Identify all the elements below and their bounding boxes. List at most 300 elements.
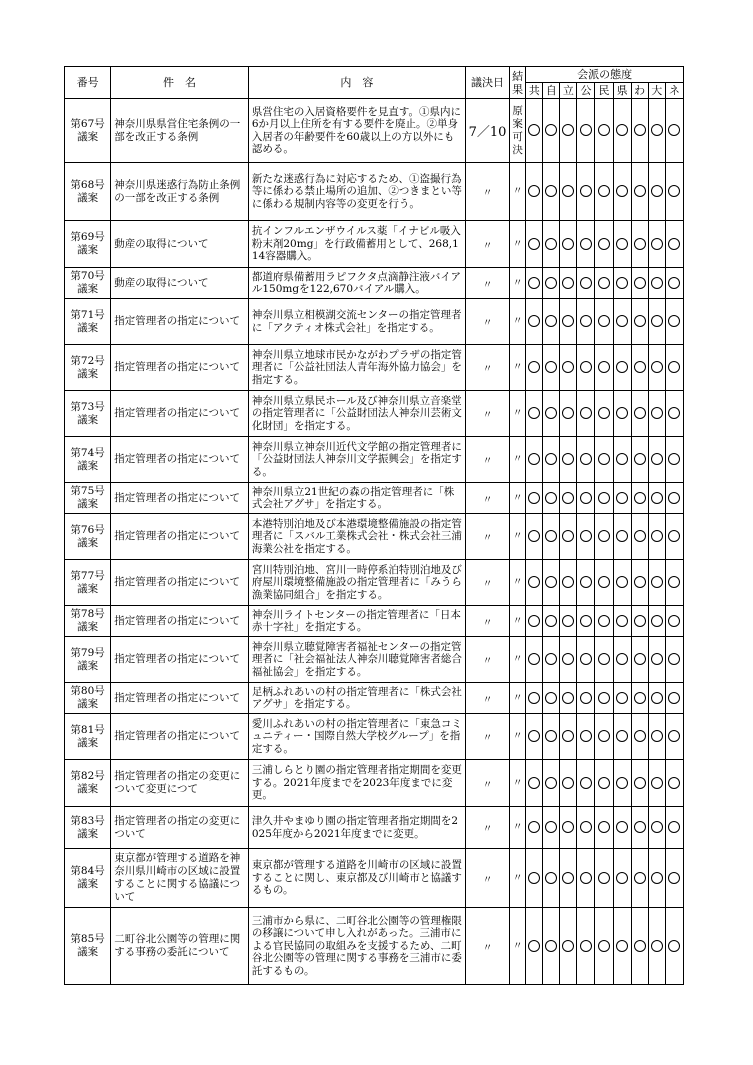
bill-type-label: 議案	[77, 367, 99, 380]
approve-circle-icon	[651, 730, 663, 742]
party-attitude-cell	[613, 760, 631, 807]
party-header-cell: ネ	[665, 83, 683, 99]
approve-circle-icon	[545, 277, 557, 289]
approve-circle-icon	[562, 777, 574, 789]
approve-circle-icon	[528, 692, 540, 704]
approve-circle-icon	[580, 124, 592, 136]
approve-circle-icon	[562, 453, 574, 465]
party-attitude-cell	[613, 345, 631, 391]
party-attitude-cell	[526, 437, 543, 483]
bill-content: 神奈川県立聴覚障害者福祉センターの指定管理者に「社会福祉法人神奈川聴覚障害者総合福祉協会」を指定する。	[248, 637, 465, 683]
party-header-cell: 大	[648, 83, 665, 99]
party-attitude-cell	[631, 221, 648, 268]
bill-type-label: 議案	[77, 459, 99, 472]
party-attitude-cell	[648, 514, 665, 560]
approve-circle-icon	[562, 407, 574, 419]
party-attitude-cell	[665, 345, 683, 391]
bill-type-label: 議案	[77, 130, 99, 143]
bill-title: 指定管理者の指定について	[111, 637, 249, 683]
approve-circle-icon	[616, 653, 628, 665]
approve-circle-icon	[616, 185, 628, 197]
party-attitude-cell	[613, 637, 631, 683]
party-attitude-cell	[543, 760, 560, 807]
party-attitude-cell	[631, 849, 648, 908]
approve-circle-icon	[616, 238, 628, 250]
party-attitude-cell	[560, 683, 577, 714]
approve-circle-icon	[528, 185, 540, 197]
bill-number-label: 第67号	[70, 117, 105, 130]
approve-circle-icon	[580, 653, 592, 665]
party-attitude-cell	[595, 437, 613, 483]
party-attitude-cell	[526, 908, 543, 985]
table-row	[65, 637, 684, 683]
bill-title: 指定管理者の指定の変更について変更につて	[111, 760, 249, 807]
vote-result: 〃	[510, 221, 526, 268]
party-attitude-cell	[631, 514, 648, 560]
vote-date: 〃	[465, 299, 509, 345]
approve-circle-icon	[562, 124, 574, 136]
party-attitude-cell	[648, 345, 665, 391]
party-attitude-cell	[526, 221, 543, 268]
party-header-cell: 県	[613, 83, 631, 99]
bill-title: 動産の取得について	[111, 221, 249, 268]
bill-number	[65, 514, 111, 560]
party-attitude-cell	[526, 391, 543, 437]
approve-circle-icon	[598, 277, 610, 289]
approve-circle-icon	[528, 277, 540, 289]
party-attitude-cell	[543, 637, 560, 683]
approve-circle-icon	[545, 530, 557, 542]
approve-circle-icon	[528, 615, 540, 627]
approve-circle-icon	[668, 238, 680, 250]
table-row	[65, 807, 684, 849]
vote-date: 〃	[465, 221, 509, 268]
approve-circle-icon	[651, 530, 663, 542]
table-row	[65, 908, 684, 985]
vote-date: 〃	[465, 606, 509, 637]
party-attitude-cell	[526, 849, 543, 908]
party-attitude-cell	[631, 299, 648, 345]
bill-number	[65, 99, 111, 163]
bill-number	[65, 714, 111, 760]
party-attitude-cell	[595, 221, 613, 268]
party-attitude-cell	[560, 437, 577, 483]
party-attitude-cell	[595, 606, 613, 637]
party-attitude-cell	[595, 760, 613, 807]
approve-circle-icon	[562, 653, 574, 665]
vote-result: 〃	[510, 606, 526, 637]
approve-circle-icon	[598, 361, 610, 373]
bill-content: 本港特別泊地及び本港環境整備施設の指定管理者に「スバル工業株式会社・株式会社三浦海業公社を指定する。	[248, 514, 465, 560]
bill-content: 都道府県備蓄用ラピフクタ点滴静注液バイアル150mgを122,670バイアル購入。	[248, 268, 465, 299]
party-attitude-cell	[577, 637, 595, 683]
approve-circle-icon	[634, 821, 646, 833]
vote-result-char: 原	[512, 104, 523, 117]
vote-result-char: 決	[512, 143, 523, 156]
approve-circle-icon	[545, 238, 557, 250]
bill-title: 指定管理者の指定の変更について	[111, 807, 249, 849]
bill-content: 足柄ふれあいの村の指定管理者に「株式会社アグサ」を指定する。	[248, 683, 465, 714]
party-header-cell: 民	[595, 83, 613, 99]
header-title: 件 名	[111, 67, 249, 99]
party-attitude-cell	[526, 99, 543, 163]
bill-number-label: 第70号	[70, 270, 105, 282]
bill-number	[65, 637, 111, 683]
party-attitude-cell	[526, 683, 543, 714]
party-attitude-cell	[560, 514, 577, 560]
party-attitude-cell	[631, 163, 648, 221]
vote-date: 〃	[465, 391, 509, 437]
party-attitude-cell	[577, 345, 595, 391]
party-attitude-cell	[526, 345, 543, 391]
party-attitude-cell	[560, 560, 577, 606]
approve-circle-icon	[616, 692, 628, 704]
approve-circle-icon	[651, 277, 663, 289]
approve-circle-icon	[634, 124, 646, 136]
party-attitude-cell	[631, 606, 648, 637]
party-header-cell: 立	[560, 83, 577, 99]
approve-circle-icon	[598, 185, 610, 197]
party-attitude-cell	[631, 714, 648, 760]
approve-circle-icon	[528, 940, 540, 952]
bill-title: 指定管理者の指定について	[111, 714, 249, 760]
table-row	[65, 345, 684, 391]
bill-number	[65, 345, 111, 391]
bill-type-label: 議案	[77, 498, 99, 510]
bill-type-label: 議案	[77, 244, 99, 256]
approve-circle-icon	[528, 315, 540, 327]
bill-number	[65, 683, 111, 714]
table-row	[65, 606, 684, 637]
vote-date: 〃	[465, 560, 509, 606]
vote-result: 〃	[510, 483, 526, 514]
table-row	[65, 483, 684, 514]
party-attitude-cell	[648, 807, 665, 849]
party-attitude-cell	[526, 514, 543, 560]
approve-circle-icon	[598, 940, 610, 952]
party-attitude-cell	[560, 483, 577, 514]
party-attitude-cell	[613, 268, 631, 299]
party-attitude-cell	[560, 714, 577, 760]
party-attitude-cell	[543, 560, 560, 606]
approve-circle-icon	[634, 730, 646, 742]
approve-circle-icon	[651, 315, 663, 327]
party-header-cell: 公	[577, 83, 595, 99]
vote-result: 〃	[510, 760, 526, 807]
bill-content: 抗インフルエンザウイルス薬「イナビル吸入粉末剤20mg」を行政備蓄用として、268,114容器購入。	[248, 221, 465, 268]
vote-result-char: 可	[512, 130, 523, 143]
vote-date: 〃	[465, 908, 509, 985]
party-attitude-cell	[613, 221, 631, 268]
table-row	[65, 514, 684, 560]
approve-circle-icon	[616, 576, 628, 588]
party-attitude-cell	[631, 437, 648, 483]
bill-number-label: 第80号	[70, 685, 105, 697]
party-attitude-cell	[526, 560, 543, 606]
party-attitude-cell	[595, 483, 613, 514]
vote-date: 〃	[465, 760, 509, 807]
approve-circle-icon	[562, 277, 574, 289]
party-attitude-cell	[613, 606, 631, 637]
party-attitude-cell	[665, 514, 683, 560]
party-attitude-cell	[665, 221, 683, 268]
bill-title: 指定管理者の指定について	[111, 683, 249, 714]
table-row	[65, 268, 684, 299]
approve-circle-icon	[545, 653, 557, 665]
bill-content: 宮川特別泊地、宮川一時停系泊特別泊地及び府屋川環境整備施設の指定管理者に「みうら漁業協同組合」を指定する。	[248, 560, 465, 606]
party-attitude-cell	[577, 483, 595, 514]
approve-circle-icon	[651, 361, 663, 373]
vote-result: 〃	[510, 345, 526, 391]
approve-circle-icon	[634, 238, 646, 250]
approve-circle-icon	[562, 492, 574, 504]
table-row	[65, 849, 684, 908]
approve-circle-icon	[580, 940, 592, 952]
bill-number	[65, 391, 111, 437]
party-attitude-cell	[613, 683, 631, 714]
vote-result-char: 案	[512, 117, 523, 130]
party-attitude-cell	[613, 849, 631, 908]
approve-circle-icon	[598, 777, 610, 789]
bill-type-label: 議案	[77, 321, 99, 334]
approve-circle-icon	[580, 692, 592, 704]
bill-content: 津久井やまゆり園の指定管理者指定期間を2025年度から2021年度までに変更。	[248, 807, 465, 849]
party-attitude-cell	[665, 849, 683, 908]
approve-circle-icon	[580, 530, 592, 542]
vote-result: 〃	[510, 163, 526, 221]
approve-circle-icon	[668, 407, 680, 419]
party-attitude-cell	[560, 268, 577, 299]
party-attitude-cell	[665, 391, 683, 437]
party-attitude-cell	[631, 760, 648, 807]
party-attitude-cell	[648, 221, 665, 268]
approve-circle-icon	[616, 492, 628, 504]
party-attitude-cell	[631, 683, 648, 714]
party-attitude-cell	[577, 437, 595, 483]
party-header-cell: 共	[526, 83, 543, 99]
vote-result: 〃	[510, 714, 526, 760]
header-content: 内 容	[248, 67, 465, 99]
party-attitude-cell	[648, 849, 665, 908]
bill-number-label: 第76号	[70, 523, 105, 536]
approve-circle-icon	[634, 361, 646, 373]
party-attitude-cell	[613, 483, 631, 514]
approve-circle-icon	[598, 315, 610, 327]
party-attitude-cell	[543, 437, 560, 483]
approve-circle-icon	[634, 185, 646, 197]
party-attitude-cell	[577, 560, 595, 606]
party-attitude-cell	[613, 437, 631, 483]
approve-circle-icon	[562, 361, 574, 373]
vote-date: 〃	[465, 163, 509, 221]
approve-circle-icon	[668, 277, 680, 289]
bill-number-label: 第68号	[70, 178, 105, 191]
bill-title: 動産の取得について	[111, 268, 249, 299]
approve-circle-icon	[545, 492, 557, 504]
bill-type-label: 議案	[77, 659, 99, 672]
bill-number-label: 第83号	[70, 814, 105, 827]
party-attitude-cell	[543, 714, 560, 760]
bill-type-label: 議案	[77, 946, 99, 958]
bill-title: 二町谷北公園等の管理に関する事務の委託について	[111, 908, 249, 985]
approve-circle-icon	[528, 453, 540, 465]
party-attitude-cell	[613, 163, 631, 221]
approve-circle-icon	[528, 821, 540, 833]
party-attitude-cell	[665, 908, 683, 985]
party-attitude-cell	[526, 760, 543, 807]
approve-circle-icon	[668, 777, 680, 789]
party-attitude-cell	[648, 908, 665, 985]
approve-circle-icon	[562, 940, 574, 952]
bill-content: 神奈川県立神奈川近代文学館の指定管理者に「公益財団法人神奈川文学振興会」を指定する。	[248, 437, 465, 483]
vote-date: 〃	[465, 268, 509, 299]
bill-number	[65, 299, 111, 345]
approve-circle-icon	[616, 453, 628, 465]
party-attitude-cell	[631, 560, 648, 606]
bill-number	[65, 560, 111, 606]
approve-circle-icon	[545, 692, 557, 704]
party-attitude-cell	[560, 807, 577, 849]
approve-circle-icon	[528, 407, 540, 419]
approve-circle-icon	[528, 576, 540, 588]
approve-circle-icon	[528, 361, 540, 373]
approve-circle-icon	[616, 615, 628, 627]
vote-date: 〃	[465, 483, 509, 514]
approve-circle-icon	[562, 315, 574, 327]
bill-number	[65, 268, 111, 299]
party-attitude-cell	[648, 391, 665, 437]
party-attitude-cell	[631, 637, 648, 683]
party-attitude-cell	[613, 560, 631, 606]
party-attitude-cell	[577, 299, 595, 345]
party-attitude-cell	[560, 163, 577, 221]
approve-circle-icon	[580, 576, 592, 588]
party-attitude-cell	[526, 714, 543, 760]
vote-result: 〃	[510, 268, 526, 299]
approve-circle-icon	[580, 315, 592, 327]
approve-circle-icon	[634, 777, 646, 789]
party-attitude-cell	[631, 908, 648, 985]
table-row	[65, 99, 684, 163]
party-attitude-cell	[631, 391, 648, 437]
party-attitude-cell	[595, 807, 613, 849]
approve-circle-icon	[562, 821, 574, 833]
party-attitude-cell	[526, 483, 543, 514]
party-attitude-cell	[648, 268, 665, 299]
party-header-cell: わ	[631, 83, 648, 99]
bill-number-label: 第77号	[70, 569, 105, 582]
party-attitude-cell	[665, 99, 683, 163]
header-result-char: 果	[512, 82, 524, 96]
bill-number-label: 第71号	[70, 308, 105, 321]
approve-circle-icon	[580, 185, 592, 197]
party-attitude-cell	[665, 483, 683, 514]
party-attitude-cell	[526, 807, 543, 849]
approve-circle-icon	[598, 692, 610, 704]
approve-circle-icon	[598, 530, 610, 542]
party-attitude-cell	[526, 637, 543, 683]
party-attitude-cell	[577, 683, 595, 714]
party-attitude-cell	[577, 908, 595, 985]
party-attitude-cell	[648, 637, 665, 683]
approve-circle-icon	[545, 777, 557, 789]
approve-circle-icon	[562, 730, 574, 742]
approve-circle-icon	[545, 315, 557, 327]
bill-number	[65, 437, 111, 483]
approve-circle-icon	[562, 185, 574, 197]
party-attitude-cell	[560, 849, 577, 908]
bill-number-label: 第69号	[70, 231, 105, 243]
approve-circle-icon	[651, 692, 663, 704]
party-attitude-cell	[595, 99, 613, 163]
party-attitude-cell	[543, 483, 560, 514]
bill-content: 県営住宅の入居資格要件を見直す。①県内に6か月以上住所を有する要件を廃止。②単身入居者の年齢要件を60歳以上の方以外にも認める。	[248, 99, 465, 163]
party-attitude-cell	[631, 99, 648, 163]
party-attitude-cell	[631, 345, 648, 391]
approve-circle-icon	[651, 940, 663, 952]
party-attitude-cell	[577, 514, 595, 560]
party-attitude-cell	[595, 683, 613, 714]
bill-title: 指定管理者の指定について	[111, 345, 249, 391]
approve-circle-icon	[616, 821, 628, 833]
approve-circle-icon	[668, 576, 680, 588]
party-attitude-cell	[595, 908, 613, 985]
party-attitude-cell	[595, 163, 613, 221]
approve-circle-icon	[580, 730, 592, 742]
approve-circle-icon	[545, 407, 557, 419]
table-row	[65, 560, 684, 606]
approve-circle-icon	[651, 185, 663, 197]
vote-date: 〃	[465, 714, 509, 760]
vote-date: 〃	[465, 514, 509, 560]
approve-circle-icon	[651, 407, 663, 419]
party-attitude-cell	[543, 99, 560, 163]
vote-date: 〃	[465, 637, 509, 683]
vote-date: 〃	[465, 437, 509, 483]
approve-circle-icon	[651, 777, 663, 789]
party-attitude-cell	[560, 299, 577, 345]
approve-circle-icon	[545, 453, 557, 465]
approve-circle-icon	[668, 453, 680, 465]
bill-title: 指定管理者の指定について	[111, 606, 249, 637]
party-attitude-cell	[665, 683, 683, 714]
bill-type-label: 議案	[77, 283, 99, 295]
bill-number-label: 第75号	[70, 485, 105, 497]
approve-circle-icon	[651, 576, 663, 588]
approve-circle-icon	[634, 872, 646, 884]
approve-circle-icon	[528, 238, 540, 250]
votes-table-sheet	[64, 66, 684, 985]
table-row	[65, 391, 684, 437]
bill-content: 神奈川ライトセンターの指定管理者に「日本赤十字社」を指定する。	[248, 606, 465, 637]
party-attitude-cell	[613, 391, 631, 437]
approve-circle-icon	[634, 277, 646, 289]
party-attitude-cell	[560, 391, 577, 437]
approve-circle-icon	[562, 576, 574, 588]
party-attitude-cell	[577, 99, 595, 163]
approve-circle-icon	[634, 653, 646, 665]
bill-title: 神奈川県迷惑行為防止条例の一部を改正する条例	[111, 163, 249, 221]
party-attitude-cell	[613, 514, 631, 560]
party-attitude-cell	[648, 606, 665, 637]
party-attitude-cell	[648, 760, 665, 807]
party-attitude-cell	[648, 163, 665, 221]
bill-number	[65, 606, 111, 637]
party-attitude-cell	[648, 483, 665, 514]
party-attitude-cell	[595, 391, 613, 437]
approve-circle-icon	[598, 453, 610, 465]
bill-content: 神奈川県立相模湖交流センターの指定管理者に「アクティオ株式会社」を指定する。	[248, 299, 465, 345]
